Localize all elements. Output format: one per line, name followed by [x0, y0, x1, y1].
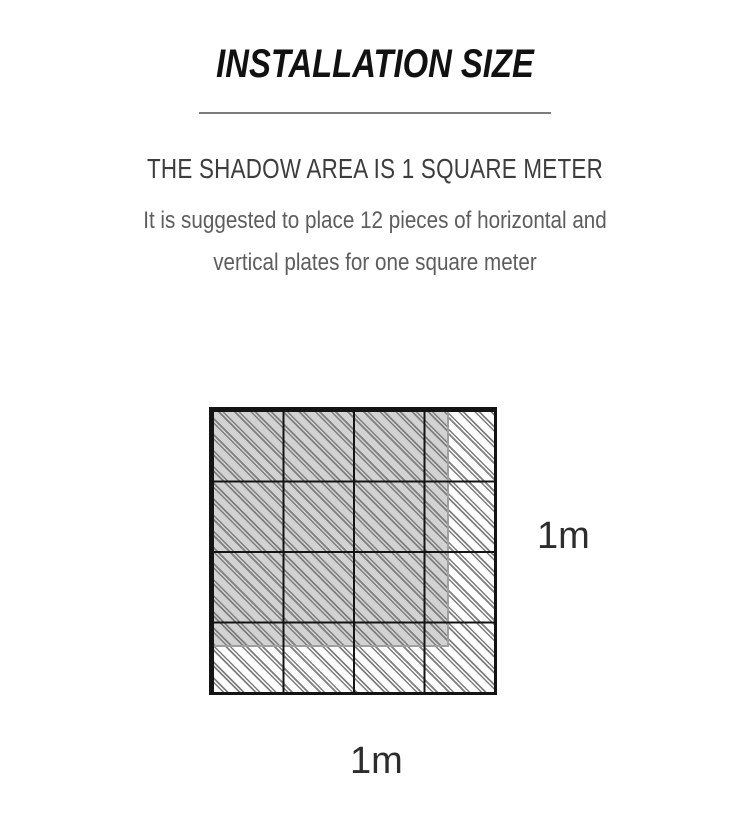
- plate-grid: [209, 407, 497, 695]
- page-title: INSTALLATION SIZE: [216, 42, 534, 86]
- shadow-area-heading: THE SHADOW AREA IS 1 SQUARE METER: [146, 153, 604, 184]
- suggestion-text: [53, 200, 698, 284]
- suggestion-line-1: It is suggested to place 12 pieces of horizontal and: [143, 207, 607, 234]
- width-dimension-label: 1m: [350, 740, 403, 782]
- title-divider: [199, 112, 551, 114]
- shadow-area-overlay: [209, 407, 449, 647]
- suggestion-line-2: vertical plates for one square meter: [213, 249, 537, 276]
- height-dimension-label: 1m: [537, 515, 590, 557]
